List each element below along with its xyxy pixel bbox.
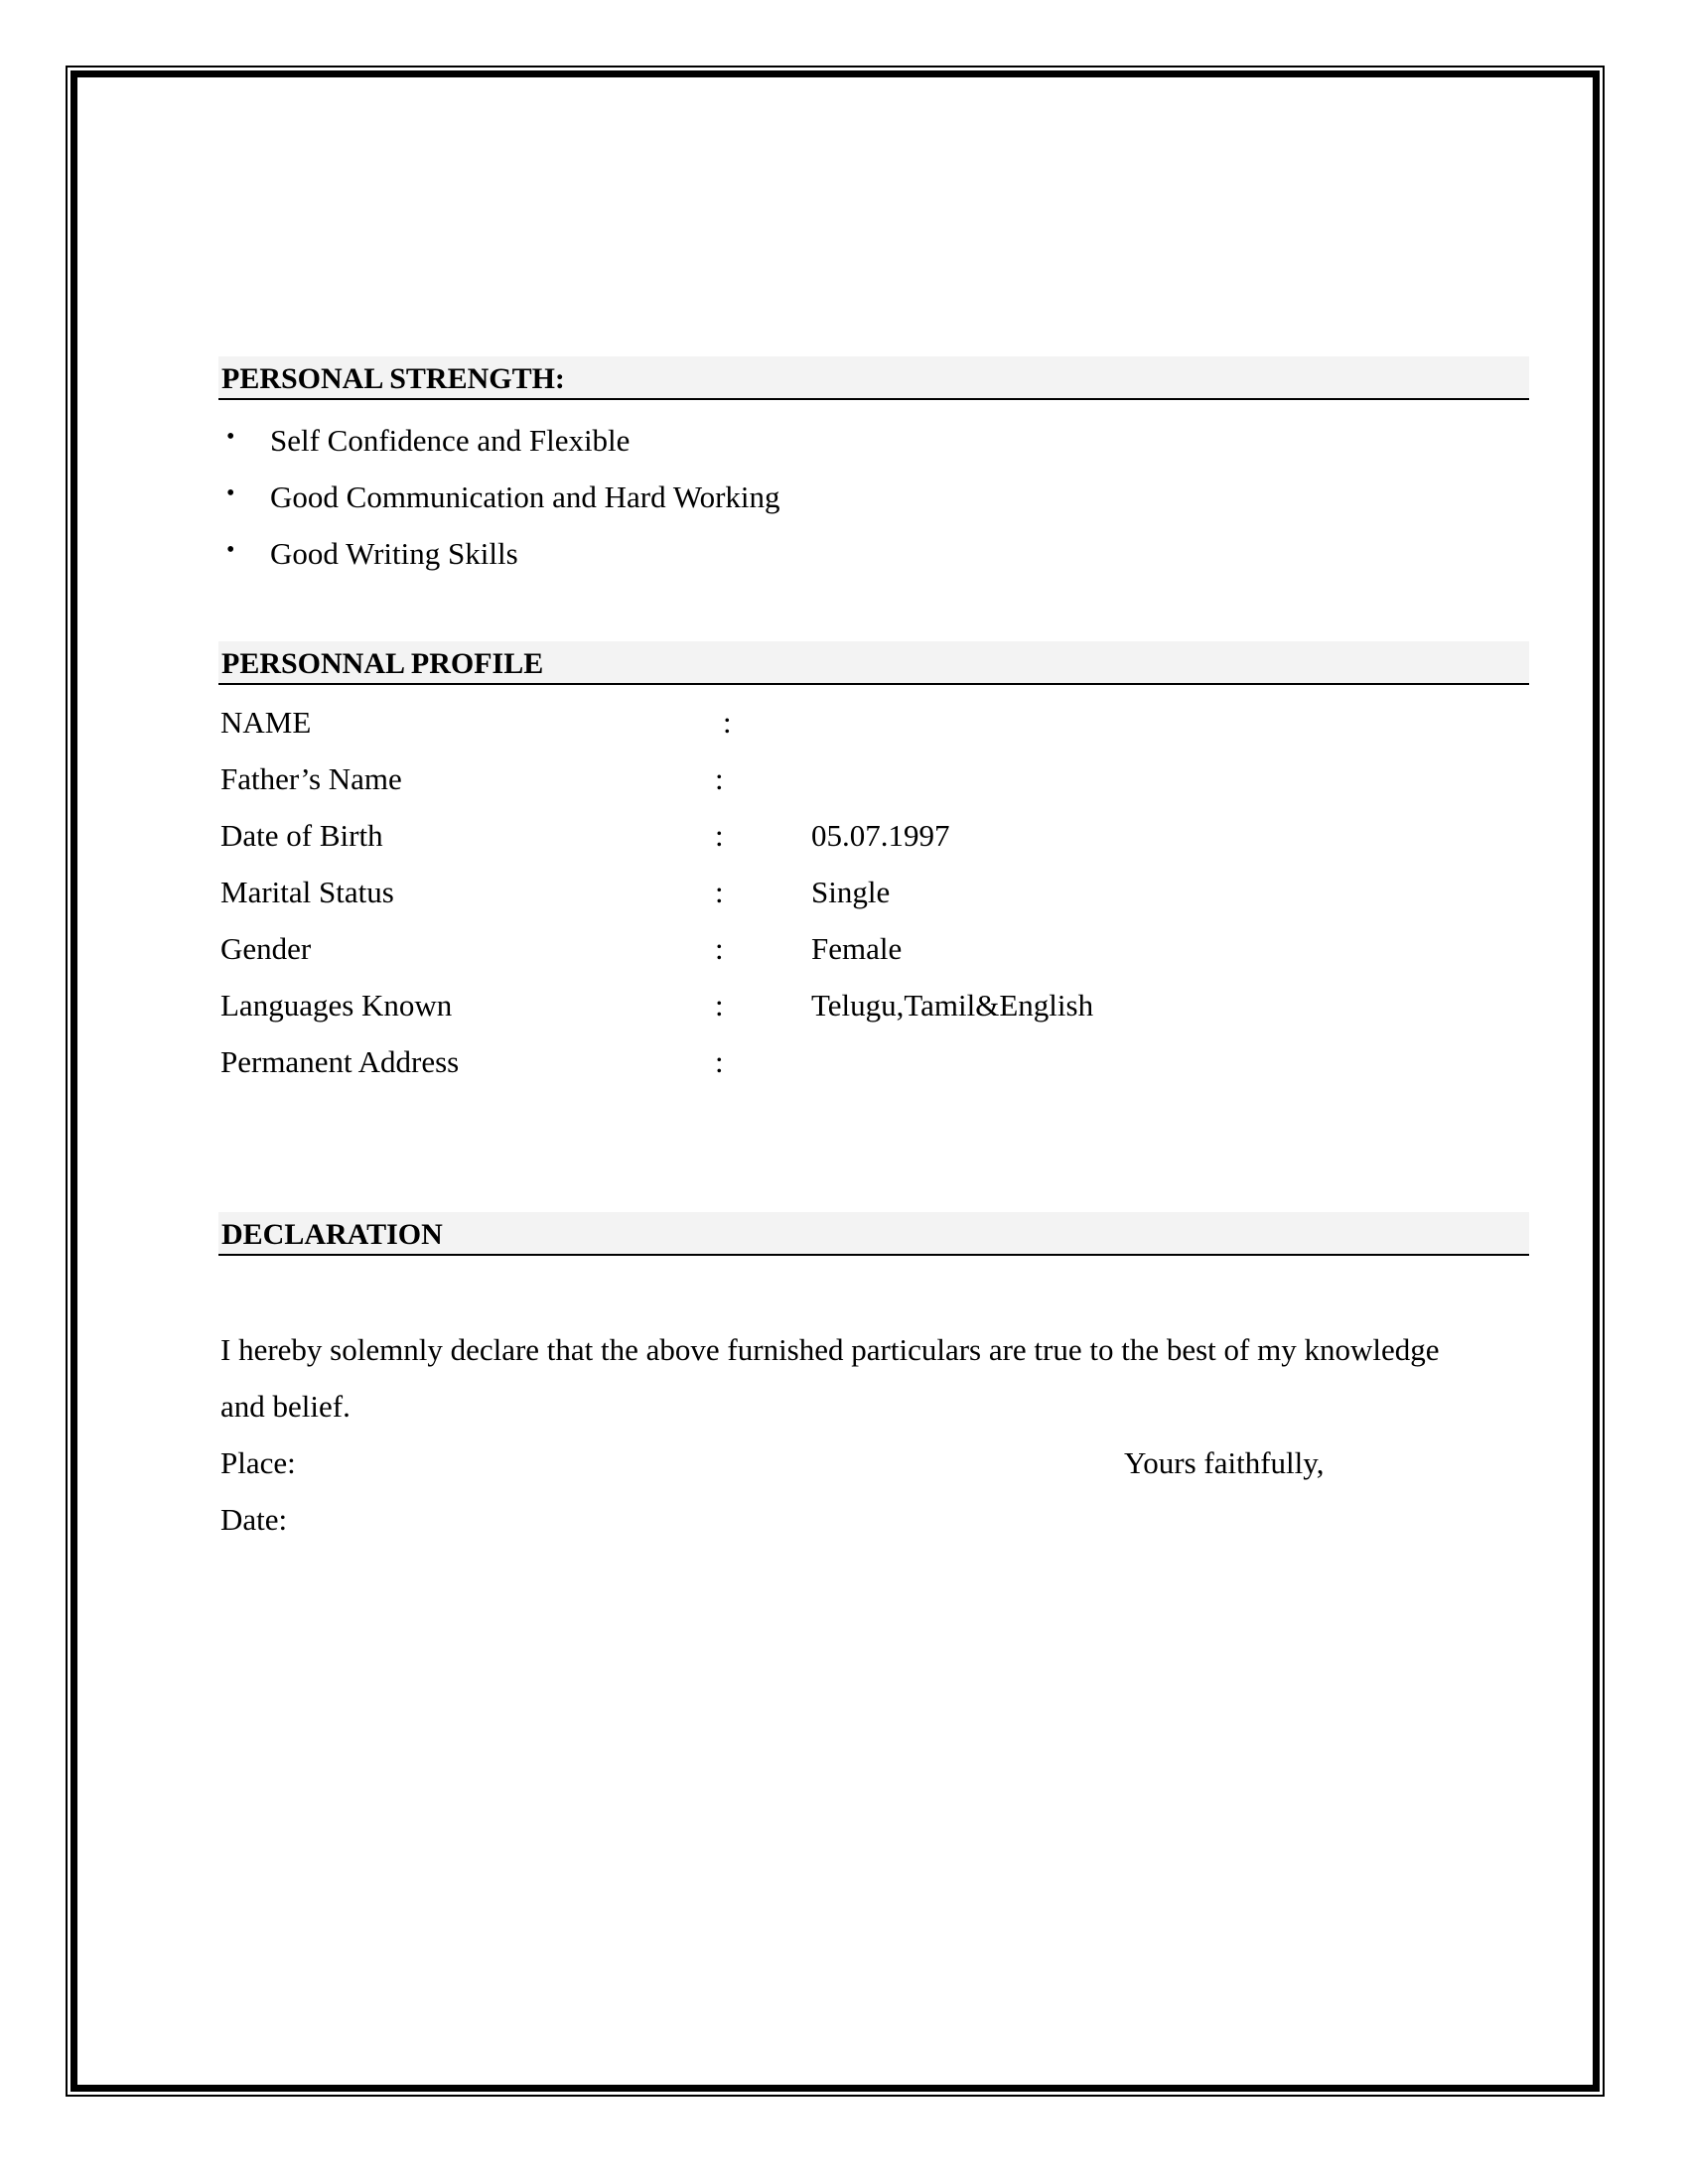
bullet-icon: • [226,424,235,450]
section-title: PERSONAL STRENGTH: [221,362,565,395]
profile-label: NAME [220,705,312,740]
profile-value: Telugu,Tamil&English [811,988,1094,1023]
section-heading-personal-profile [218,641,1529,685]
profile-separator: : [715,988,724,1023]
section-title: DECLARATION [221,1218,443,1251]
profile-label: Date of Birth [220,818,383,853]
strength-item: Good Communication and Hard Working [270,479,780,514]
bullet-icon: • [226,480,235,506]
profile-separator: : [723,705,732,740]
profile-separator: : [715,931,724,966]
strength-item: Self Confidence and Flexible [270,423,631,458]
declaration-text-line-1: I hereby solemnly declare that the above furnished particulars are true to the best of my knowledge [220,1332,1440,1367]
profile-separator: : [715,1044,724,1079]
closing-text: Yours faithfully, [1124,1445,1325,1480]
place-label: Place: [220,1445,296,1480]
profile-value: Female [811,931,903,966]
date-label: Date: [220,1502,288,1537]
profile-value: Single [811,875,891,909]
profile-separator: : [715,761,724,796]
profile-label: Gender [220,931,312,966]
declaration-text-line-2: and belief. [220,1389,351,1424]
profile-separator: : [715,875,724,909]
section-title: PERSONNAL PROFILE [221,647,544,680]
profile-label: Permanent Address [220,1044,460,1079]
profile-label: Father’s Name [220,761,402,796]
section-heading-declaration [218,1212,1529,1256]
section-heading-personal-strength [218,356,1529,400]
bullet-icon: • [226,537,235,563]
strength-item: Good Writing Skills [270,536,518,571]
profile-label: Languages Known [220,988,453,1023]
profile-separator: : [715,818,724,853]
profile-label: Marital Status [220,875,394,909]
profile-value: 05.07.1997 [811,818,950,853]
